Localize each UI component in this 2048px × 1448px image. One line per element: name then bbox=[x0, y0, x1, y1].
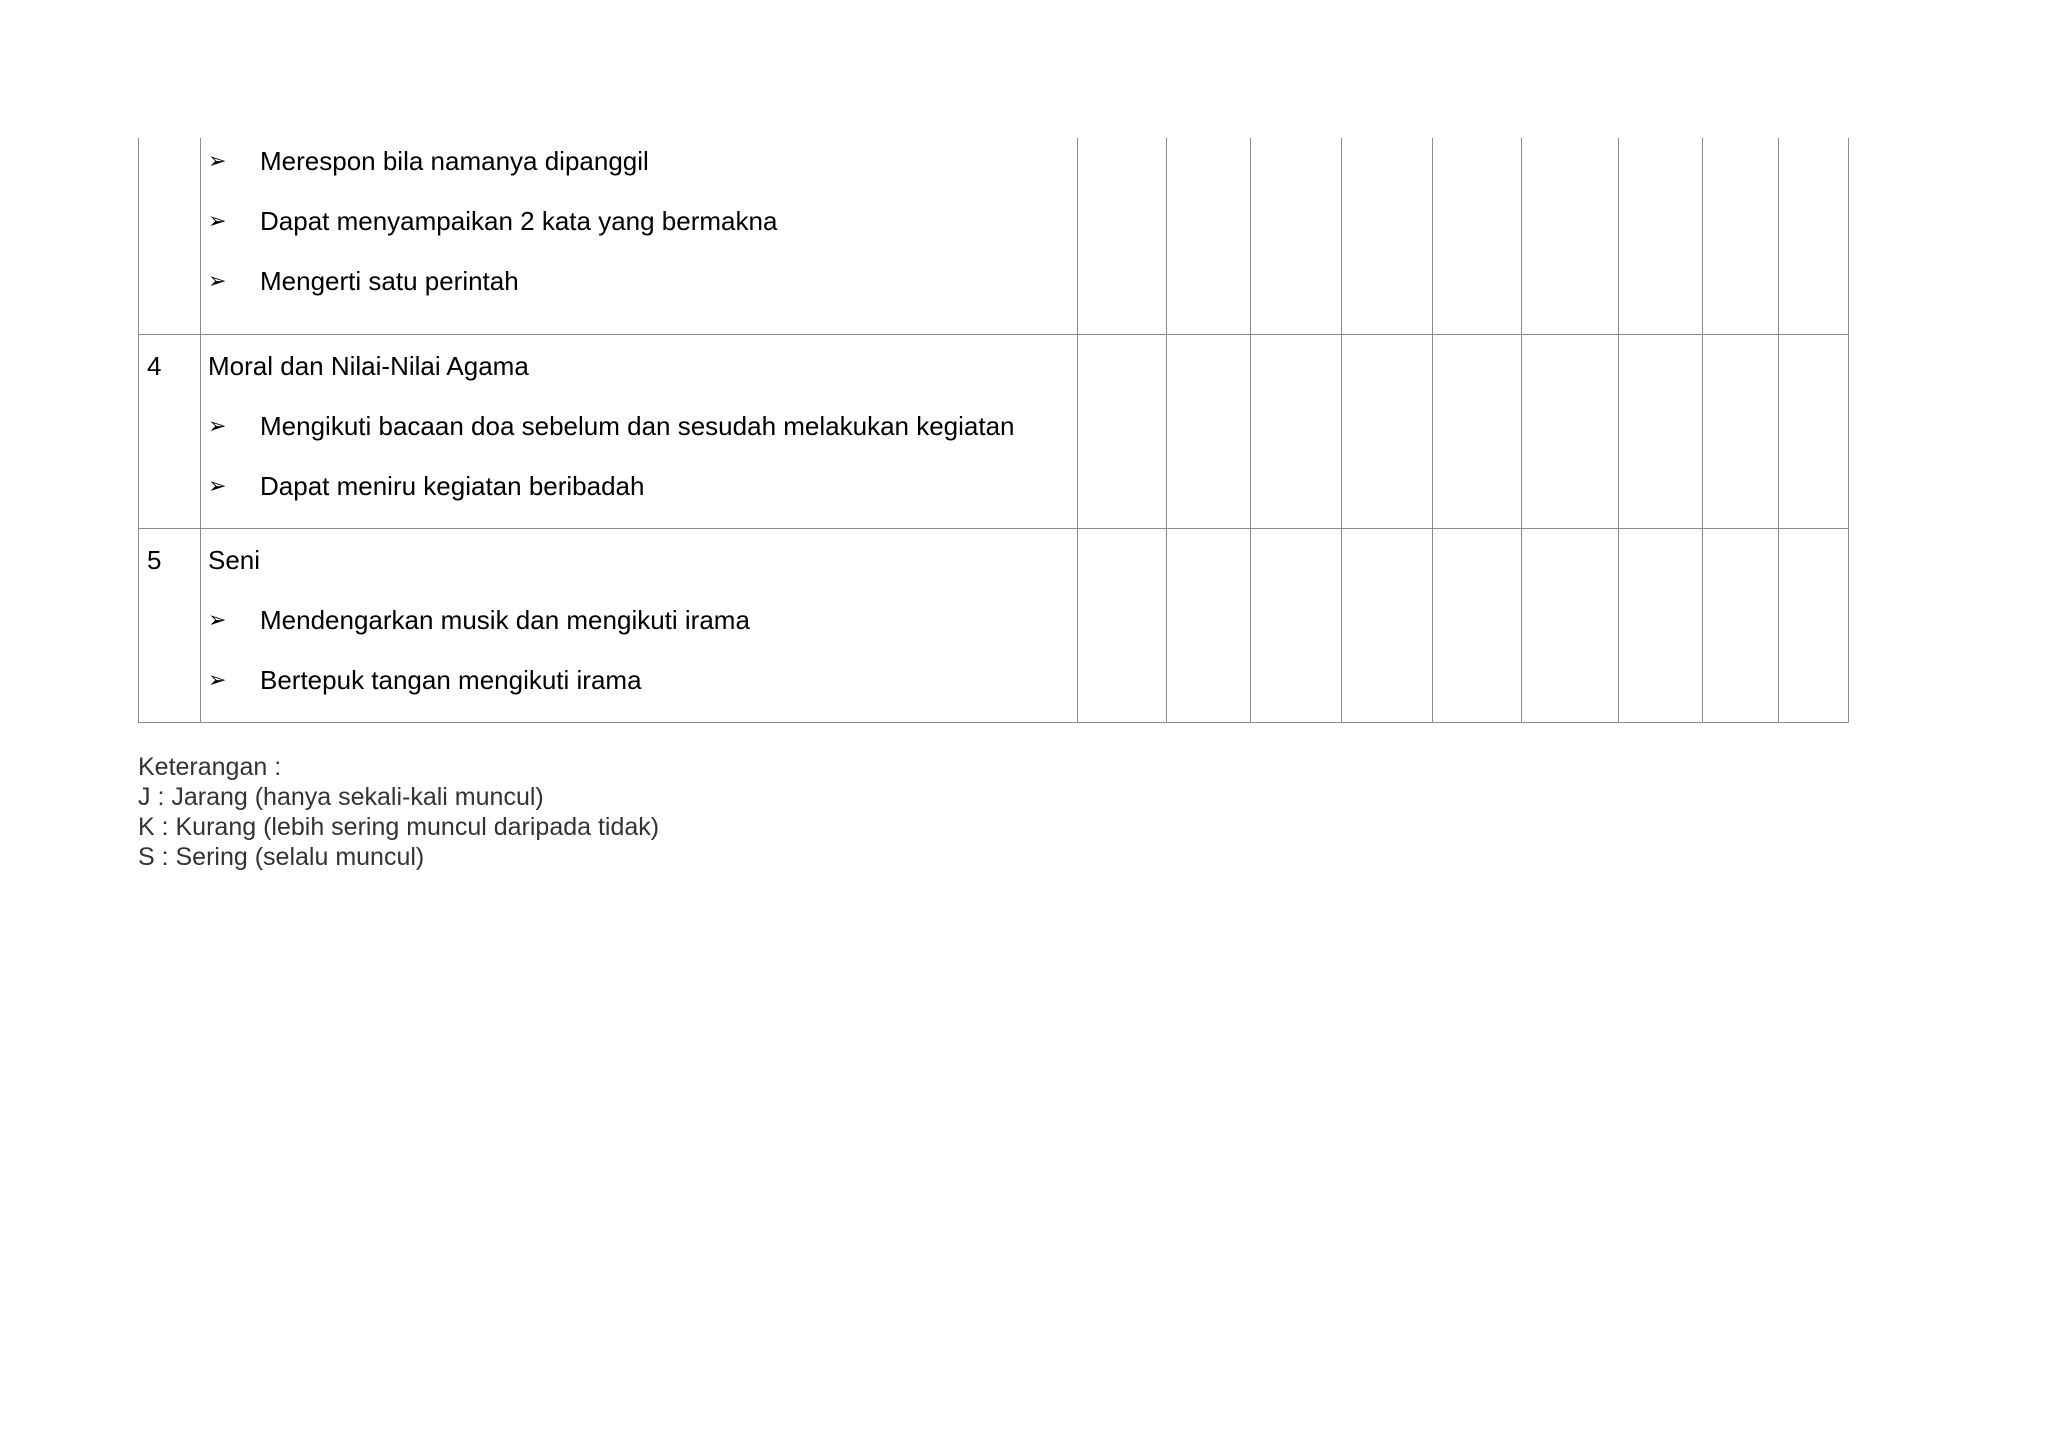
list-item-text: Merespon bila namanya dipanggil bbox=[260, 146, 649, 176]
row-number-cell bbox=[139, 334, 201, 528]
arrow-bullet-icon: ➢ bbox=[208, 412, 227, 438]
list-item bbox=[208, 266, 1069, 296]
row-number: 4 bbox=[147, 350, 162, 381]
score-cell bbox=[1167, 334, 1251, 528]
score-cell bbox=[1433, 138, 1522, 334]
score-cell bbox=[1251, 528, 1342, 722]
legend-line: K : Kurang (lebih sering muncul daripada tidak) bbox=[138, 813, 660, 841]
score-cell bbox=[1078, 528, 1167, 722]
score-cell bbox=[1619, 334, 1703, 528]
score-cell bbox=[1433, 334, 1522, 528]
arrow-bullet-icon: ➢ bbox=[208, 208, 227, 233]
legend bbox=[138, 752, 659, 872]
score-cell bbox=[1703, 334, 1779, 528]
score-cell bbox=[1342, 528, 1433, 722]
list-item bbox=[208, 471, 1069, 501]
table-row bbox=[139, 138, 1849, 334]
score-cell bbox=[1078, 138, 1167, 334]
table-row bbox=[139, 334, 1849, 528]
score-cell bbox=[1078, 334, 1167, 528]
row-number-cell bbox=[139, 528, 201, 722]
list-item bbox=[208, 206, 1069, 236]
list-item-text: Mendengarkan musik dan mengikuti irama bbox=[260, 604, 750, 635]
score-cell bbox=[1779, 138, 1849, 334]
assessment-table bbox=[138, 138, 1849, 723]
score-cell bbox=[1619, 138, 1703, 334]
list-item-text: Dapat menyampaikan 2 kata yang bermakna bbox=[260, 206, 778, 236]
category-title: Moral dan Nilai-Nilai Agama bbox=[208, 350, 529, 381]
score-cell bbox=[1703, 138, 1779, 334]
row-content-cell bbox=[201, 334, 1078, 528]
score-cell bbox=[1703, 528, 1779, 722]
score-cell bbox=[1251, 334, 1342, 528]
category-title: Seni bbox=[208, 544, 261, 575]
list-item bbox=[208, 605, 1069, 635]
score-cell bbox=[1167, 138, 1251, 334]
list-item bbox=[208, 665, 1069, 695]
score-cell bbox=[1619, 528, 1703, 722]
arrow-bullet-icon: ➢ bbox=[208, 666, 227, 692]
arrow-bullet-icon: ➢ bbox=[208, 148, 227, 173]
list-item bbox=[208, 146, 1069, 176]
score-cell bbox=[1342, 138, 1433, 334]
list-item-text: Bertepuk tangan mengikuti irama bbox=[260, 664, 642, 695]
legend-line: S : Sering (selalu muncul) bbox=[138, 843, 425, 871]
score-cell bbox=[1167, 528, 1251, 722]
score-cell bbox=[1342, 334, 1433, 528]
list-item bbox=[208, 411, 1069, 441]
score-cell bbox=[1522, 528, 1619, 722]
list-item-text: Mengikuti bacaan doa sebelum dan sesudah melakukan kegiatan bbox=[260, 410, 1015, 441]
row-content-cell bbox=[201, 528, 1078, 722]
score-cell bbox=[1522, 138, 1619, 334]
score-cell bbox=[1433, 528, 1522, 722]
score-cell bbox=[1522, 334, 1619, 528]
arrow-bullet-icon: ➢ bbox=[208, 472, 227, 498]
legend-heading: Keterangan : bbox=[138, 753, 282, 781]
legend-line: J : Jarang (hanya sekali-kali muncul) bbox=[138, 783, 544, 811]
row-number-cell bbox=[139, 138, 201, 334]
arrow-bullet-icon: ➢ bbox=[208, 268, 227, 293]
score-cell bbox=[1779, 528, 1849, 722]
arrow-bullet-icon: ➢ bbox=[208, 606, 227, 632]
list-item-text: Mengerti satu perintah bbox=[260, 266, 519, 296]
table-row bbox=[139, 528, 1849, 722]
score-cell bbox=[1251, 138, 1342, 334]
list-item-text: Dapat meniru kegiatan beribadah bbox=[260, 470, 645, 501]
row-number: 5 bbox=[147, 544, 162, 575]
row-content-cell bbox=[201, 138, 1078, 334]
score-cell bbox=[1779, 334, 1849, 528]
